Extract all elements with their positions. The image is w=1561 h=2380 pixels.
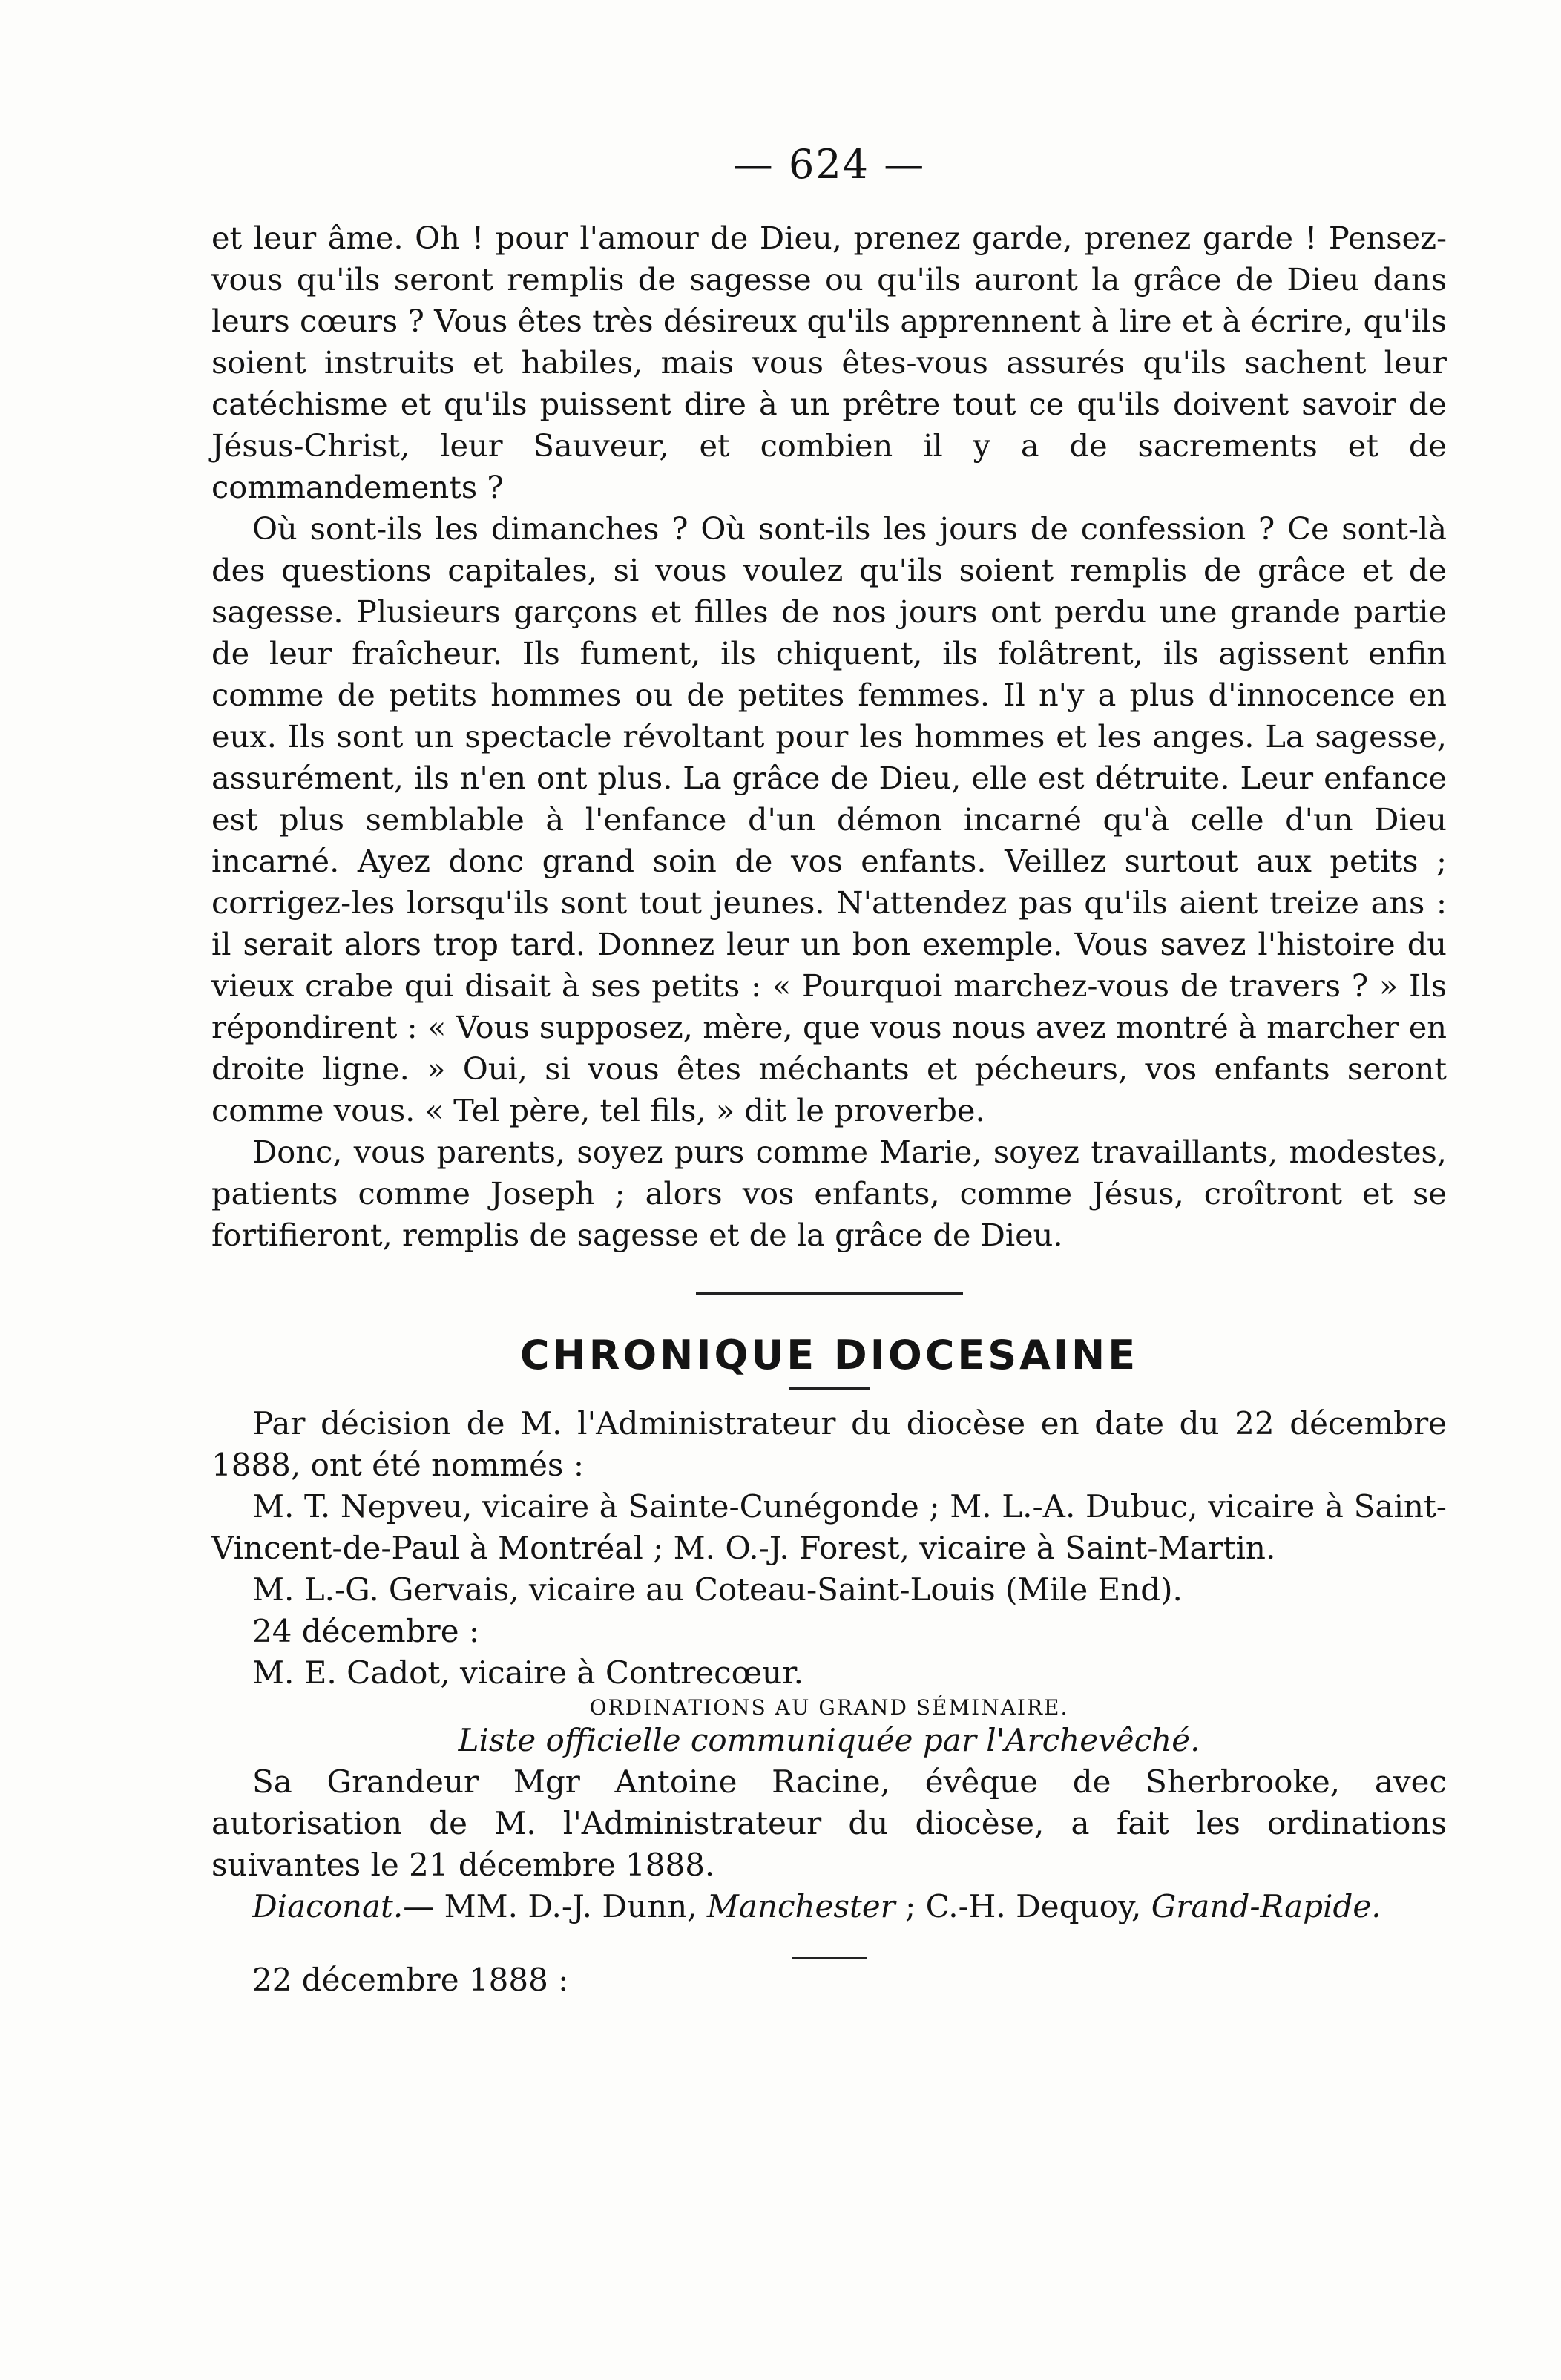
diaconat-text: — MM. D.-J. Dunn, [403,1888,707,1924]
paragraph: M. E. Cadot, vicaire à Contrecœur. [252,1654,804,1691]
paragraph: Sa Grandeur Mgr Antoine Racine, évêque de Sherbrooke, avec autorisation de M. l'Administrateur du diocèse, a fait les ordinations suivantes le 21 décembre 1888. [211,1763,1447,1883]
page-number: — 624 — [732,141,926,188]
diaconat-place: Grand-Rapide. [1151,1888,1381,1924]
ordinations-heading: ORDINATIONS AU GRAND SÉMINAIRE. [589,1695,1069,1720]
body-text [211,217,1447,1256]
diaconat-text: ; C.-H. Dequoy, [895,1888,1151,1924]
paragraph: M. T. Nepveu, vicaire à Sainte-Cunégonde ; M. L.-A. Dubuc, vicaire à Saint-Vincent-de-Paul à Montréal ; M. O.-J. Forest, vicaire à Saint-Martin. [211,1488,1447,1566]
title-underline [789,1387,870,1390]
paragraph: Où sont-ils les dimanches ? Où sont-ils les jours de confession ? Ce sont-là des questions capitales, si vous voulez qu'ils soient remplis de grâce et de sagesse. Plusieurs garçons et filles de nos jours ont perdu une grande partie de leur fraîcheur. Ils fument, ils chiquent, ils folâtrent, ils agissent enfin comme de petits hommes ou de petites femmes. Il n'y a plus d'innocence en eux. Ils sont un spectacle révoltant pour les hommes et les anges. La sagesse, assurément, ils n'en ont plus. La grâce de Dieu, elle est détruite. Leur enfance est plus semblable à l'enfance d'un démon incarné qu'à celle d'un Dieu incarné. Ayez donc grand soin de vos enfants. Veillez surtout aux petits ; corrigez-les lorsqu'ils sont tout jeunes. N'attendez pas qu'ils aient treize ans : il serait alors trop tard. Donnez leur un bon exemple. Vous savez l'histoire du vieux crabe qui disait à ses petits : « Pourquoi marchez-vous de travers ? » Ils répondirent : « Vous supposez, mère, que vous nous avez montré à marcher en droite ligne. » Oui, si vous êtes méchants et pécheurs, vos enfants seront comme vous. « Tel père, tel fils, » dit le proverbe. [211,510,1447,1128]
chronique-section [211,1403,1447,2001]
liste-heading: Liste officielle communiquée par l'Archevêché. [458,1722,1200,1758]
page [211,119,1447,2001]
diaconat-place: Manchester [706,1888,895,1924]
paragraph: M. L.-G. Gervais, vicaire au Coteau-Saint-Louis (Mile End). [252,1571,1183,1608]
paragraph: Par décision de M. l'Administrateur du diocèse en date du 22 décembre 1888, ont été nommés : [211,1405,1447,1483]
paragraph: 24 décembre : [252,1613,480,1649]
diaconat-paragraph [211,1886,1447,1927]
section-separator [696,1292,963,1295]
paragraph: Donc, vous parents, soyez purs comme Marie, soyez travaillants, modestes, patients comme Joseph ; alors vos enfants, comme Jésus, croîtront et se fortifieront, remplis de sagesse et de la grâce de Dieu. [211,1134,1447,1253]
paragraph: 22 décembre 1888 : [252,1962,569,1998]
paragraph: et leur âme. Oh ! pour l'amour de Dieu, prenez garde, prenez garde ! Pensez-vous qu'ils seront remplis de sagesse ou qu'ils auront la grâce de Dieu dans leurs cœurs ? Vous êtes très désireux qu'ils apprennent à lire et à écrire, qu'ils soient instruits et habiles, mais vous êtes-vous assurés qu'ils sachent leur catéchisme et qu'ils puissent dire à un prêtre tout ce qu'ils doivent savoir de Jésus-Christ, leur Sauveur, et combien il y a de sacrements et de commandements ? [211,220,1447,505]
diaconat-label: Diaconat. [252,1888,404,1924]
section-title: CHRONIQUE DIOCESAINE [519,1332,1139,1378]
